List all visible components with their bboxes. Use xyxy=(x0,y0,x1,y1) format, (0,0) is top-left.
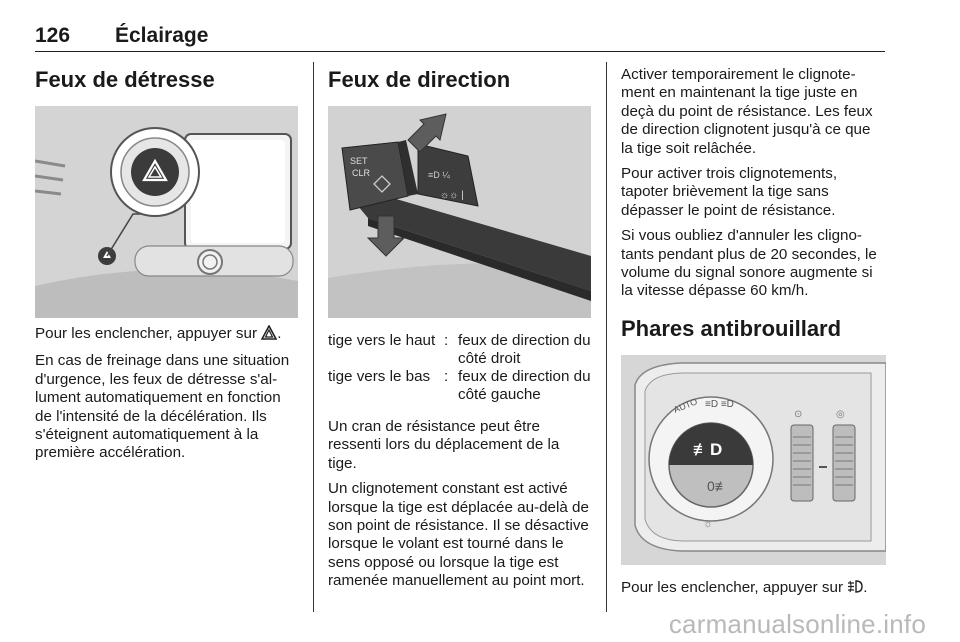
page-header xyxy=(35,18,885,52)
hazard-instruction-text: Pour les enclencher, appuyer sur xyxy=(35,325,258,342)
section-heading: Phares antibrouillard xyxy=(621,315,842,341)
definition-description: feux de direction du côté gauche xyxy=(458,368,591,403)
resistance-notch-text: Un cran de résistance peut être ressenti lors du déplacement de la tige. xyxy=(328,418,560,472)
three-flashes-text: Pour activer trois clignotements, tapoter brièvement la tige sans dépasser le point de résistance. xyxy=(621,165,838,219)
dimmer-symbol: ⊙ xyxy=(794,408,803,420)
stalk-light-ring-symbol: ☼☼ | xyxy=(440,190,464,201)
definition-row xyxy=(328,368,591,404)
section-heading: Feux de détresse xyxy=(35,67,215,92)
definition-separator: : xyxy=(444,332,449,349)
turn-signal-definitions xyxy=(328,332,591,404)
constant-flashing-text: Un clignotement constant est activé lorsque la tige est déplacée au-delà de son point de résistance. Il se désactive lorsque le volant est tourné dans le sens opposé ou lorsque la tige est ramenée manuellement au point mort. xyxy=(328,480,589,590)
fog-instruction xyxy=(621,579,886,599)
page-number: 126 xyxy=(35,24,71,47)
definition-term: tige vers le bas xyxy=(328,368,431,385)
column-divider xyxy=(313,62,314,612)
running-title: Éclairage xyxy=(115,24,209,47)
turn-signal-stalk-illustration xyxy=(328,106,591,318)
column-fog-lights xyxy=(621,60,886,599)
definition-separator: : xyxy=(444,368,449,385)
hazard-instruction xyxy=(35,325,298,345)
front-fog-symbol: ≢D xyxy=(693,439,723,459)
front-fog-light-icon xyxy=(847,579,863,599)
figure-label-clr: CLR xyxy=(352,168,371,178)
fog-instruction-end: . xyxy=(863,578,868,596)
switch-position-symbols: ≡D ≡D xyxy=(705,398,734,410)
hazard-emergency-braking-text: En cas de freinage dans une situation d'urgence, les feux de détresse s'al-lument automatiquement en fonction de l'intensité de la décélération. Ils s'éteignent automatiquement à la première accélération. xyxy=(35,352,290,462)
section-heading: Feux de direction xyxy=(328,67,511,92)
hazard-button-illustration xyxy=(35,106,298,318)
signal-volume-text: Si vous oubliez d'annuler les cligno-tants pendant plus de 20 secondes, le volume du signal sonore augmente si la vitesse dépasse 60 km/h. xyxy=(621,227,877,300)
definition-row xyxy=(328,332,591,368)
column-turn-signals xyxy=(328,60,591,591)
watermark: carmanualsonline.info xyxy=(668,609,926,639)
column-divider xyxy=(606,62,607,612)
column-hazard-lights xyxy=(35,60,298,463)
temporary-flashing-text: Activer temporairement le clignote-ment en maintenant la tige juste en deçà du point de résistance. Les feux de direction clignotent jusqu'à ce que la tige soit relâchée. xyxy=(621,66,873,157)
fog-light-switch-illustration xyxy=(621,355,886,565)
hazard-instruction-end: . xyxy=(277,325,282,342)
figure-label-set: SET xyxy=(350,156,368,166)
definition-description: feux de direction du côté droit xyxy=(458,332,591,367)
headlight-range-symbol: ◎ xyxy=(836,408,845,420)
rear-fog-symbol: 0≢ xyxy=(707,477,729,494)
stalk-headlight-symbol: ≡D ¼ xyxy=(428,170,450,180)
definition-term: tige vers le haut xyxy=(328,332,436,349)
hazard-warning-icon xyxy=(261,325,277,345)
figure-label-auto: AUTO xyxy=(672,396,699,415)
fog-instruction-text: Pour les enclencher, appuyer sur xyxy=(621,578,844,596)
light-off-symbol: ☼ xyxy=(703,517,714,530)
